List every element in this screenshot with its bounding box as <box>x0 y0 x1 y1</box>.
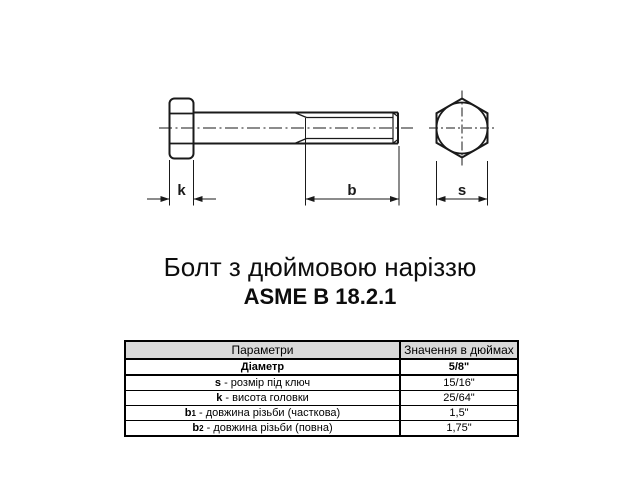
table-header-row <box>125 341 518 359</box>
value-cell: 15/16" <box>400 375 518 391</box>
param-text: - довжина різьби (часткова) <box>195 407 341 419</box>
table-row <box>125 406 518 421</box>
table-row <box>125 375 518 391</box>
value-cell: 1,5" <box>400 406 518 421</box>
header-parameters: Параметри <box>125 341 400 359</box>
standard-number: ASME B 18.2.1 <box>243 284 397 309</box>
dim-label-s: s <box>457 182 467 199</box>
param-symbol: s <box>214 377 222 389</box>
param-symbol: b <box>184 407 192 419</box>
dim-label-k: k <box>177 182 186 199</box>
param-cell <box>125 421 400 437</box>
value-cell: 25/64" <box>400 391 518 406</box>
param-cell <box>125 359 400 375</box>
title-block <box>0 251 640 310</box>
param-cell <box>125 406 400 421</box>
value-cell: 1,75" <box>400 421 518 437</box>
value-cell: 5/8" <box>400 359 518 375</box>
bolt-end-view <box>429 91 495 166</box>
table-row <box>125 359 518 375</box>
param-text: - розмір під ключ <box>221 377 311 389</box>
table-row <box>125 421 518 437</box>
param-sub: 1 <box>191 409 196 418</box>
param-sub: 2 <box>199 424 204 433</box>
param-text: - висота головки <box>222 392 309 404</box>
param-cell <box>125 375 400 391</box>
dim-label-b: b <box>347 182 357 199</box>
spec-table <box>124 340 519 437</box>
param-cell <box>125 391 400 406</box>
page-title: Болт з дюймовою наріззю <box>163 252 477 282</box>
param-symbol: b <box>192 422 200 434</box>
param-symbol: Діаметр <box>240 361 285 373</box>
header-values: Значення в дюймах <box>400 341 518 359</box>
table-row <box>125 391 518 406</box>
spec-table-wrap <box>124 340 519 437</box>
param-text: - довжина різьби (повна) <box>203 422 333 434</box>
param-symbol: k <box>216 392 223 404</box>
